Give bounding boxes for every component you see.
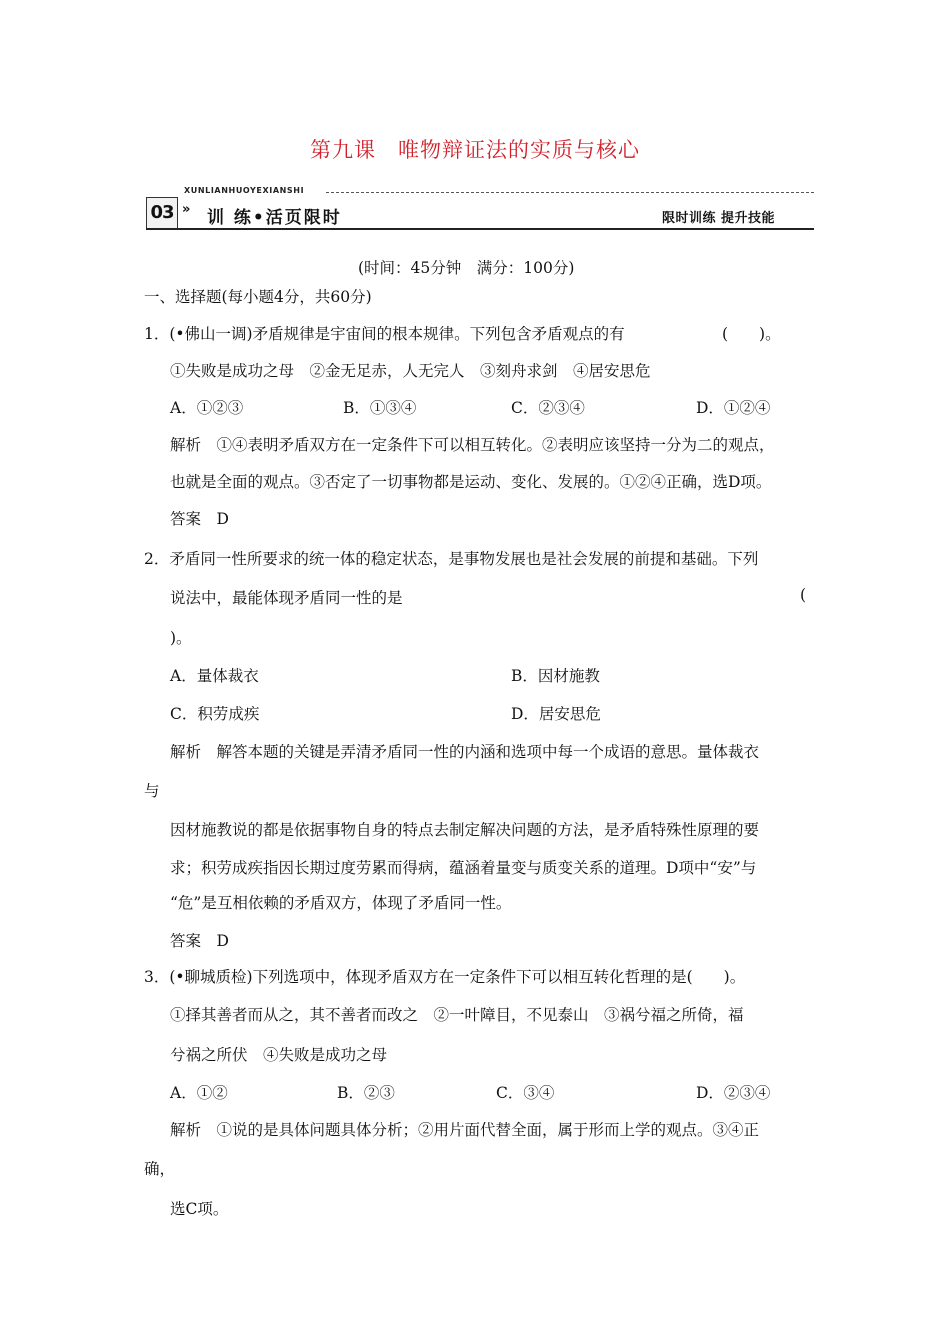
- question-2-analysis-line-2: 与: [144, 782, 160, 800]
- question-2-stem-line-1: 2．矛盾同一性所要求的统一体的稳定状态，是事物发展也是社会发展的前提和基础。下列: [144, 550, 759, 568]
- question-3-statements-line-1: ①择其善者而从之，其不善者而改之 ②一叶障目，不见泰山 ③祸兮福之所倚，福: [170, 1006, 744, 1024]
- question-2-stem-line-2: 说法中，最能体现矛盾同一性的是: [170, 589, 403, 607]
- question-2-option-d: D．居安思危: [511, 705, 601, 723]
- question-1-statements: ①失败是成功之母 ②金无足赤，人无完人 ③刻舟求剑 ④居安思危: [170, 362, 651, 380]
- banner-slogan: 限时训练 提升技能: [662, 211, 776, 226]
- question-1-analysis-line-2: 也就是全面的观点。③否定了一切事物都是运动、变化、发展的。①②④正确，选D项。: [170, 473, 772, 491]
- question-1-option-d: D．①②④: [696, 399, 771, 417]
- question-3-option-a: A．①②: [170, 1084, 228, 1102]
- question-1-option-c: C．②③④: [511, 399, 585, 417]
- question-3-option-d: D．②③④: [696, 1084, 771, 1102]
- question-3-statements-line-2: 兮祸之所伏 ④失败是成功之母: [170, 1046, 388, 1064]
- question-2-analysis-line-5: “危”是互相依赖的矛盾双方，体现了矛盾同一性。: [170, 894, 512, 912]
- banner-pinyin: XUNLIANHUOYEXIANSHI: [184, 186, 305, 195]
- question-3-stem: 3．(•聊城质检)下列选项中，体现矛盾双方在一定条件下可以相互转化哲理的是( )。: [144, 968, 746, 986]
- banner-title: 训 练•活页限时: [207, 208, 342, 228]
- question-1-answer: 答案 D: [170, 510, 229, 528]
- banner-dashed-divider: [326, 192, 814, 193]
- question-1-option-a: A．①②③: [170, 399, 244, 417]
- question-3-option-b: B．②③: [337, 1084, 395, 1102]
- question-1-analysis-line-1: 解析 ①④表明矛盾双方在一定条件下可以相互转化。②表明应该坚持一分为二的观点，: [170, 436, 775, 454]
- time-score-info: (时间：45分钟 满分：100分): [358, 259, 575, 277]
- banner-number-badge: 03: [146, 197, 178, 229]
- question-3-analysis-line-2: 确，: [144, 1160, 176, 1178]
- question-1-stem: 1．(•佛山一调)矛盾规律是宇宙间的根本规律。下列包含矛盾观点的有: [144, 325, 625, 343]
- section-heading: 一、选择题(每小题4分，共60分): [144, 288, 372, 306]
- question-2-option-b: B．因材施教: [511, 667, 600, 685]
- banner-rule: [146, 228, 814, 230]
- question-2-blank-close: )。: [170, 629, 192, 647]
- question-1-option-b: B．①③④: [343, 399, 417, 417]
- chevron-right-icon: »: [182, 202, 191, 217]
- question-2-analysis-line-1: 解析 解答本题的关键是弄清矛盾同一性的内涵和选项中每一个成语的意思。量体裁衣: [170, 743, 760, 761]
- question-1-blank: ( )。: [722, 325, 781, 343]
- question-3-option-c: C．③④: [496, 1084, 555, 1102]
- question-2-analysis-line-4: 求；积劳成疾指因长期过度劳累而得病，蕴涵着量变与质变关系的道理。D项中“安”与: [170, 859, 757, 877]
- page-title: 第九课 唯物辩证法的实质与核心: [310, 138, 640, 162]
- question-3-analysis-line-3: 选C项。: [170, 1200, 229, 1218]
- question-2-option-a: A．量体裁衣: [170, 667, 259, 685]
- question-3-analysis-line-1: 解析 ①说的是具体问题具体分析；②用片面代替全面，属于形而上学的观点。③④正: [170, 1121, 760, 1139]
- question-2-option-c: C．积劳成疾: [170, 705, 260, 723]
- question-2-blank-open: (: [800, 586, 807, 604]
- question-2-answer: 答案 D: [170, 932, 229, 950]
- question-2-analysis-line-3: 因材施教说的都是依据事物自身的特点去制定解决问题的方法，是矛盾特殊性原理的要: [170, 821, 760, 839]
